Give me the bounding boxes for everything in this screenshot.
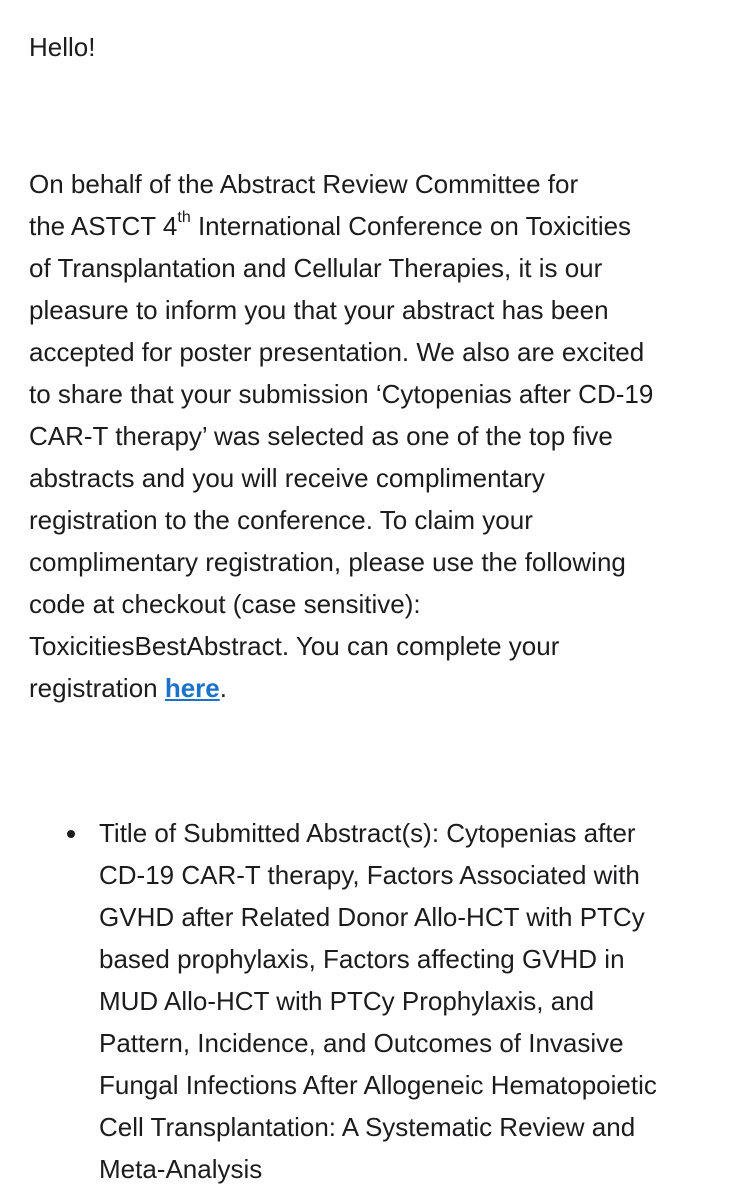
list-item (29, 812, 657, 1190)
ordinal-suffix: th (177, 209, 191, 227)
abstract-list (29, 812, 657, 1190)
paragraph-text: International Conference on Toxicities (190, 211, 632, 241)
paragraph-line (29, 205, 653, 247)
promo-code-line: ToxicitiesBestAbstract. You can complete your (29, 631, 560, 661)
paragraph-text: registration (29, 673, 165, 703)
message-paragraph (29, 163, 653, 709)
greeting: Hello! (29, 32, 96, 62)
paragraph-text: the ASTCT 4 (29, 211, 178, 241)
list-item-line: Pattern, Incidence, and Outcomes of Invasive (99, 1028, 624, 1058)
paragraph-line: of Transplantation and Cellular Therapies, it is our (29, 253, 603, 283)
paragraph-line: to share that your submission ‘Cytopenias after CD-19 (29, 379, 654, 409)
paragraph-line: accepted for poster presentation. We also are excited (29, 337, 645, 367)
list-item-line: MUD Allo-HCT with PTCy Prophylaxis, and (99, 986, 595, 1016)
paragraph-line: On behalf of the Abstract Review Committee for (29, 169, 579, 199)
paragraph-line: CAR-T therapy’ was selected as one of the top five (29, 421, 613, 451)
list-item-line: based prophylaxis, Factors affecting GVHD in (99, 944, 625, 974)
list-item-line: Meta-Analysis (99, 1154, 263, 1184)
list-item-line: CD-19 CAR-T therapy, Factors Associated with (99, 860, 640, 890)
paragraph-line: code at checkout (case sensitive): (29, 589, 421, 619)
list-item-line: GVHD after Related Donor Allo-HCT with PTCy (99, 902, 645, 932)
list-item-line: Cell Transplantation: A Systematic Review and (99, 1112, 636, 1142)
paragraph-line: pleasure to inform you that your abstract has been (29, 295, 609, 325)
paragraph-line: complimentary registration, please use the following (29, 547, 626, 577)
registration-link[interactable]: here (164, 673, 220, 703)
paragraph-line: registration to the conference. To claim your (29, 505, 533, 535)
bullet-icon (67, 830, 75, 838)
paragraph-line: abstracts and you will receive complimentary (29, 463, 545, 493)
paragraph-line (29, 667, 653, 709)
list-item-line: Title of Submitted Abstract(s): Cytopenias after (99, 818, 636, 848)
list-item-line: Fungal Infections After Allogeneic Hematopoietic (99, 1070, 657, 1100)
paragraph-text: . (219, 673, 227, 703)
